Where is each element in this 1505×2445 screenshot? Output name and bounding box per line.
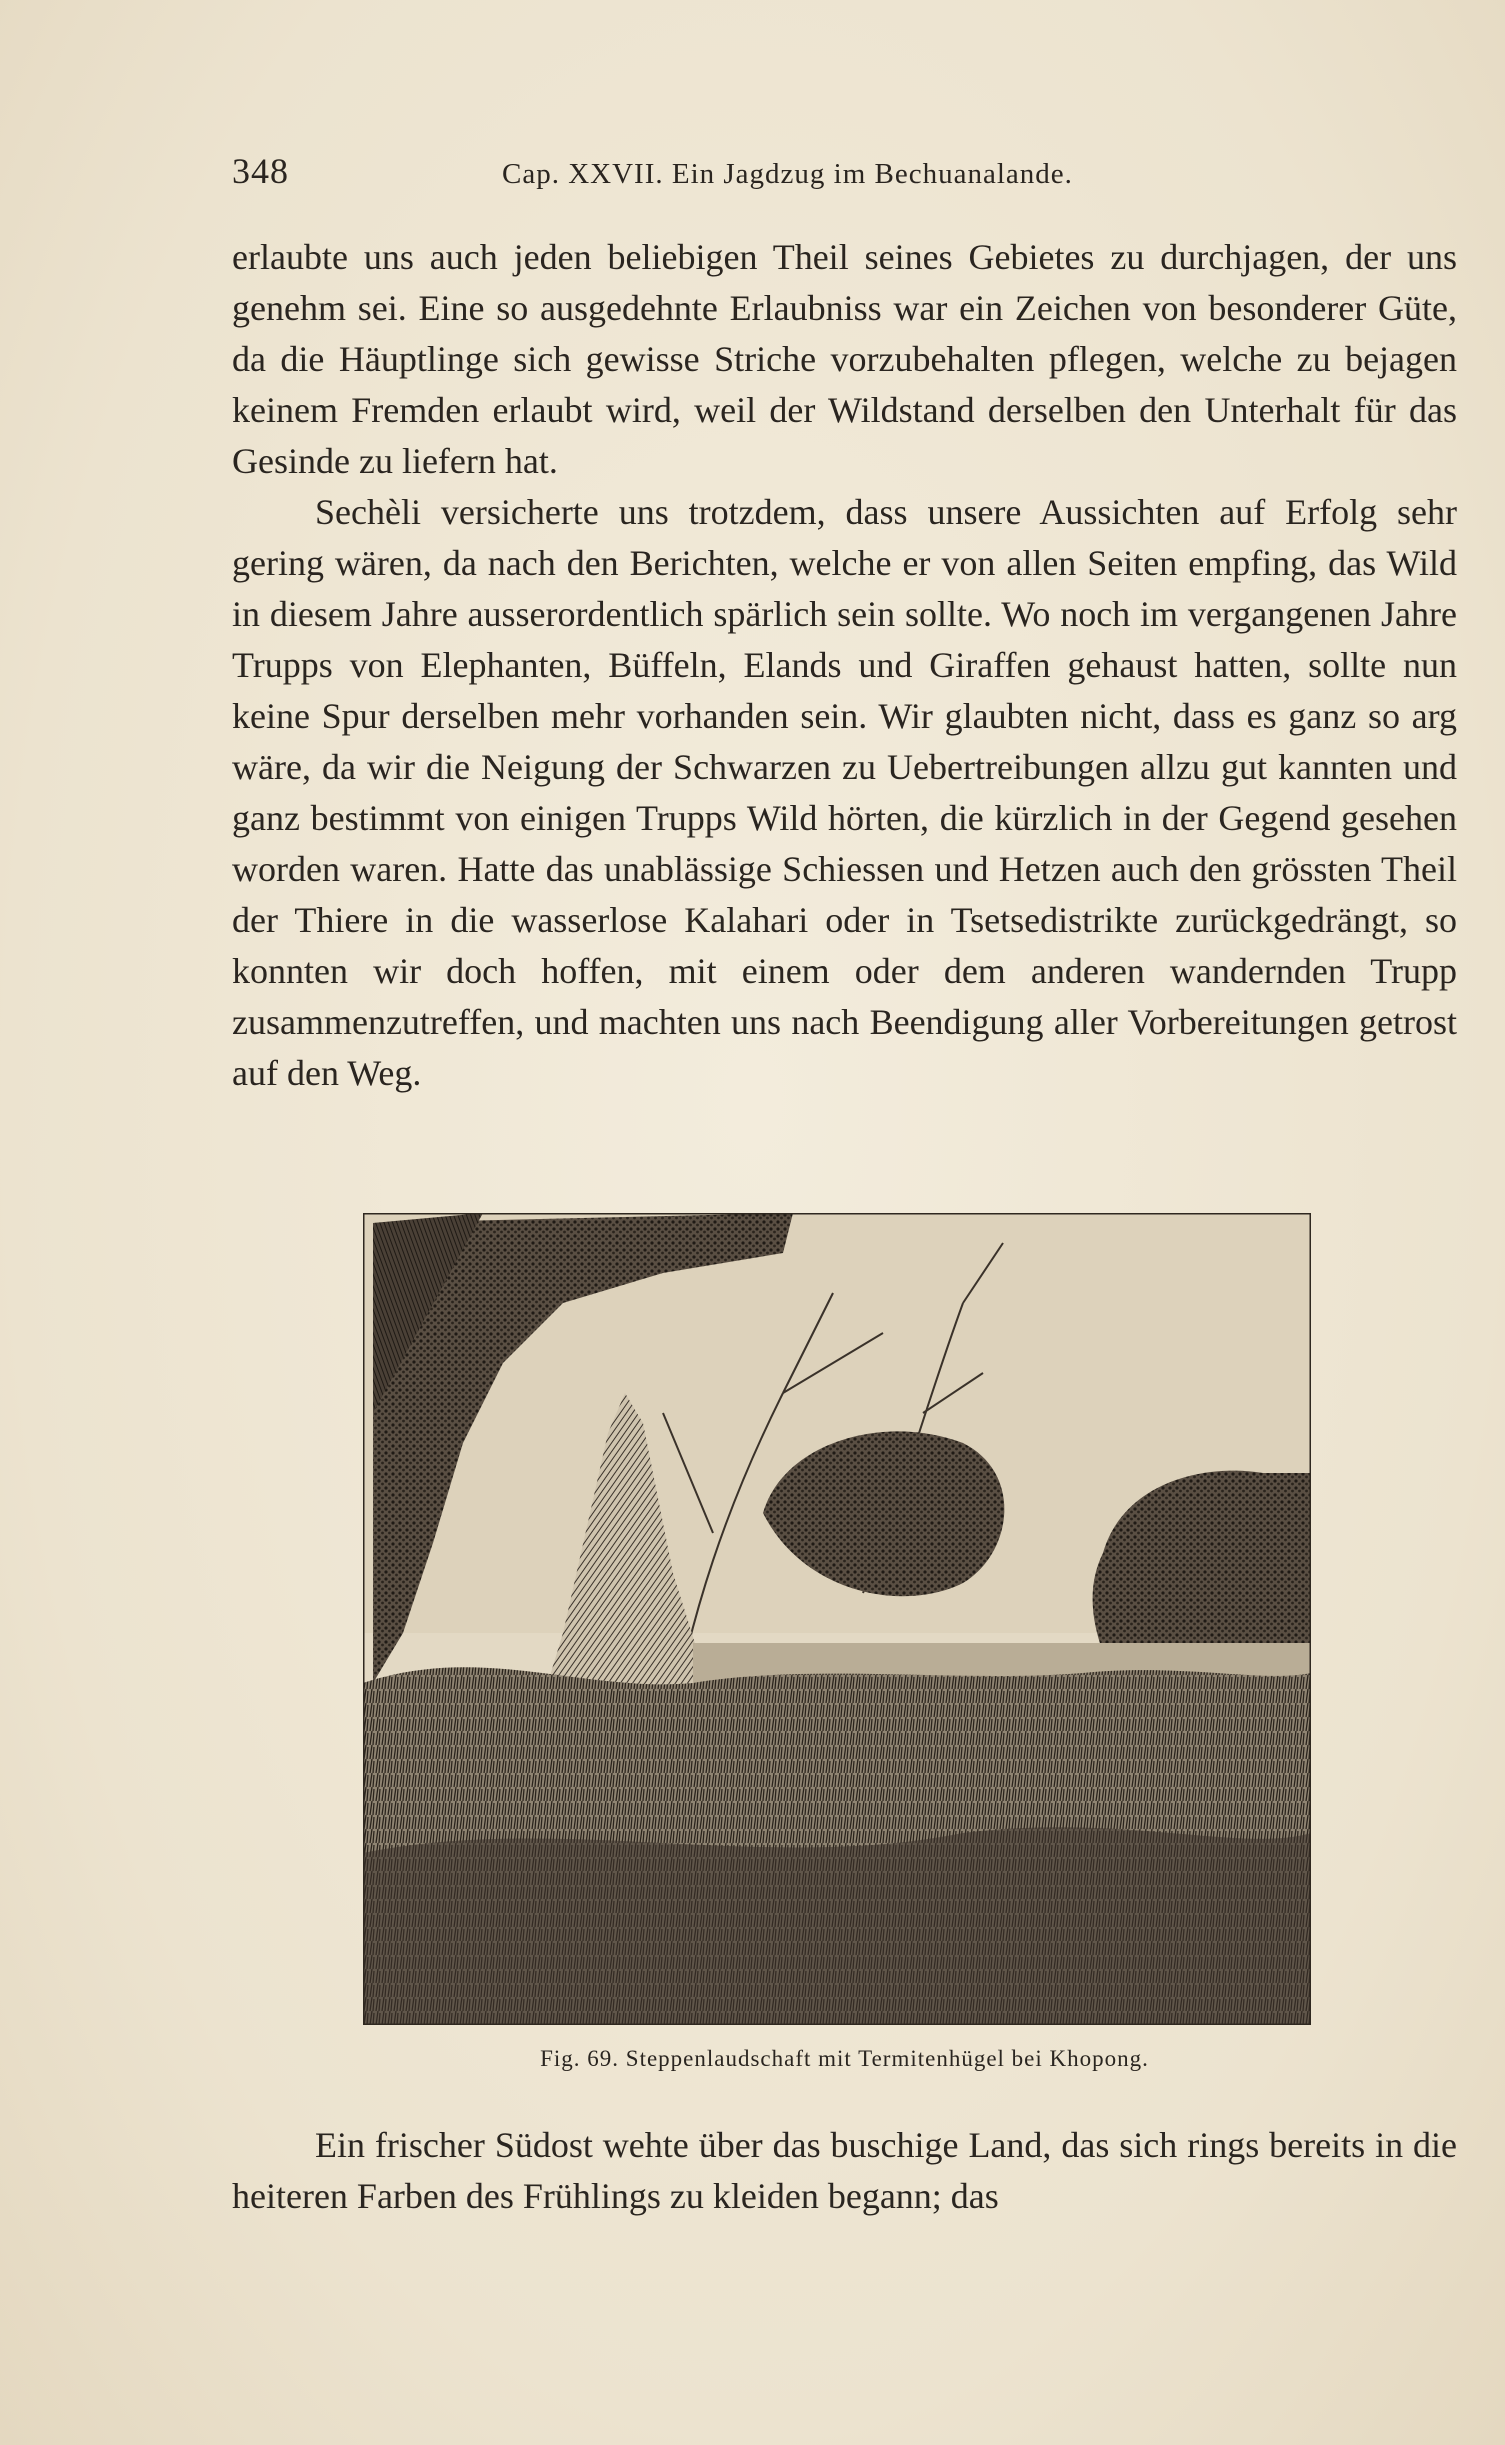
paragraph: erlaubte uns auch jeden beliebigen Theil seines Gebietes zu durchjagen, der uns genehm sei. Eine so ausgedehnte Erlaubniss war ein Zeichen von besonderer Güte, da die Häuptlinge sich gewisse Striche vorzubehalten pflegen, welche zu bejagen keinem Fremden erlaubt wird, weil der Wildstand derselben den Unterhalt für das Gesinde zu liefern hat. xyxy=(232,237,1457,481)
body-text-top xyxy=(232,232,1457,1099)
body-text-bottom xyxy=(232,2120,1457,2222)
running-title: Cap. XXVII. Ein Jagdzug im Bechuanalande. xyxy=(502,158,1073,190)
steppe-landscape-image xyxy=(363,1213,1311,2025)
engraving-illustration xyxy=(363,1213,1311,2025)
paragraph: Sechèli versicherte uns trotzdem, dass unsere Aussichten auf Erfolg sehr gering wären, da nach den Berichten, welche er von allen Seiten empfing, das Wild in diesem Jahre ausserordentlich spärlich sein sollte. Wo noch im vergangenen Jahre Trupps von Elephanten, Büffeln, Elands und Giraffen gehaust hatten, sollte nun keine Spur derselben mehr vorhanden sein. Wir glaubten nicht, dass es ganz so arg wäre, da wir die Neigung der Schwarzen zu Uebertreibungen allzu gut kannten und ganz bestimmt von einigen Trupps Wild hörten, die kürzlich in der Gegend gesehen worden waren. Hatte das unablässige Schiessen und Hetzen auch den grössten Theil der Thiere in die wasserlose Kalahari oder in Tsetsedistrikte zurückgedrängt, so konnten wir doch hoffen, mit einem oder dem anderen wandernden Trupp zusammenzutreffen, und machten uns nach Beendigung aller Vorbereitungen getrost auf den Weg. xyxy=(232,492,1457,1093)
figure-caption: Fig. 69. Steppenlaudschaft mit Termitenhügel bei Khopong. xyxy=(540,2046,1149,2071)
page-number: 348 xyxy=(232,151,289,191)
paragraph: Ein frischer Südost wehte über das buschige Land, das sich rings bereits in die heiteren Farben des Frühlings zu kleiden begann; das xyxy=(232,2125,1457,2216)
